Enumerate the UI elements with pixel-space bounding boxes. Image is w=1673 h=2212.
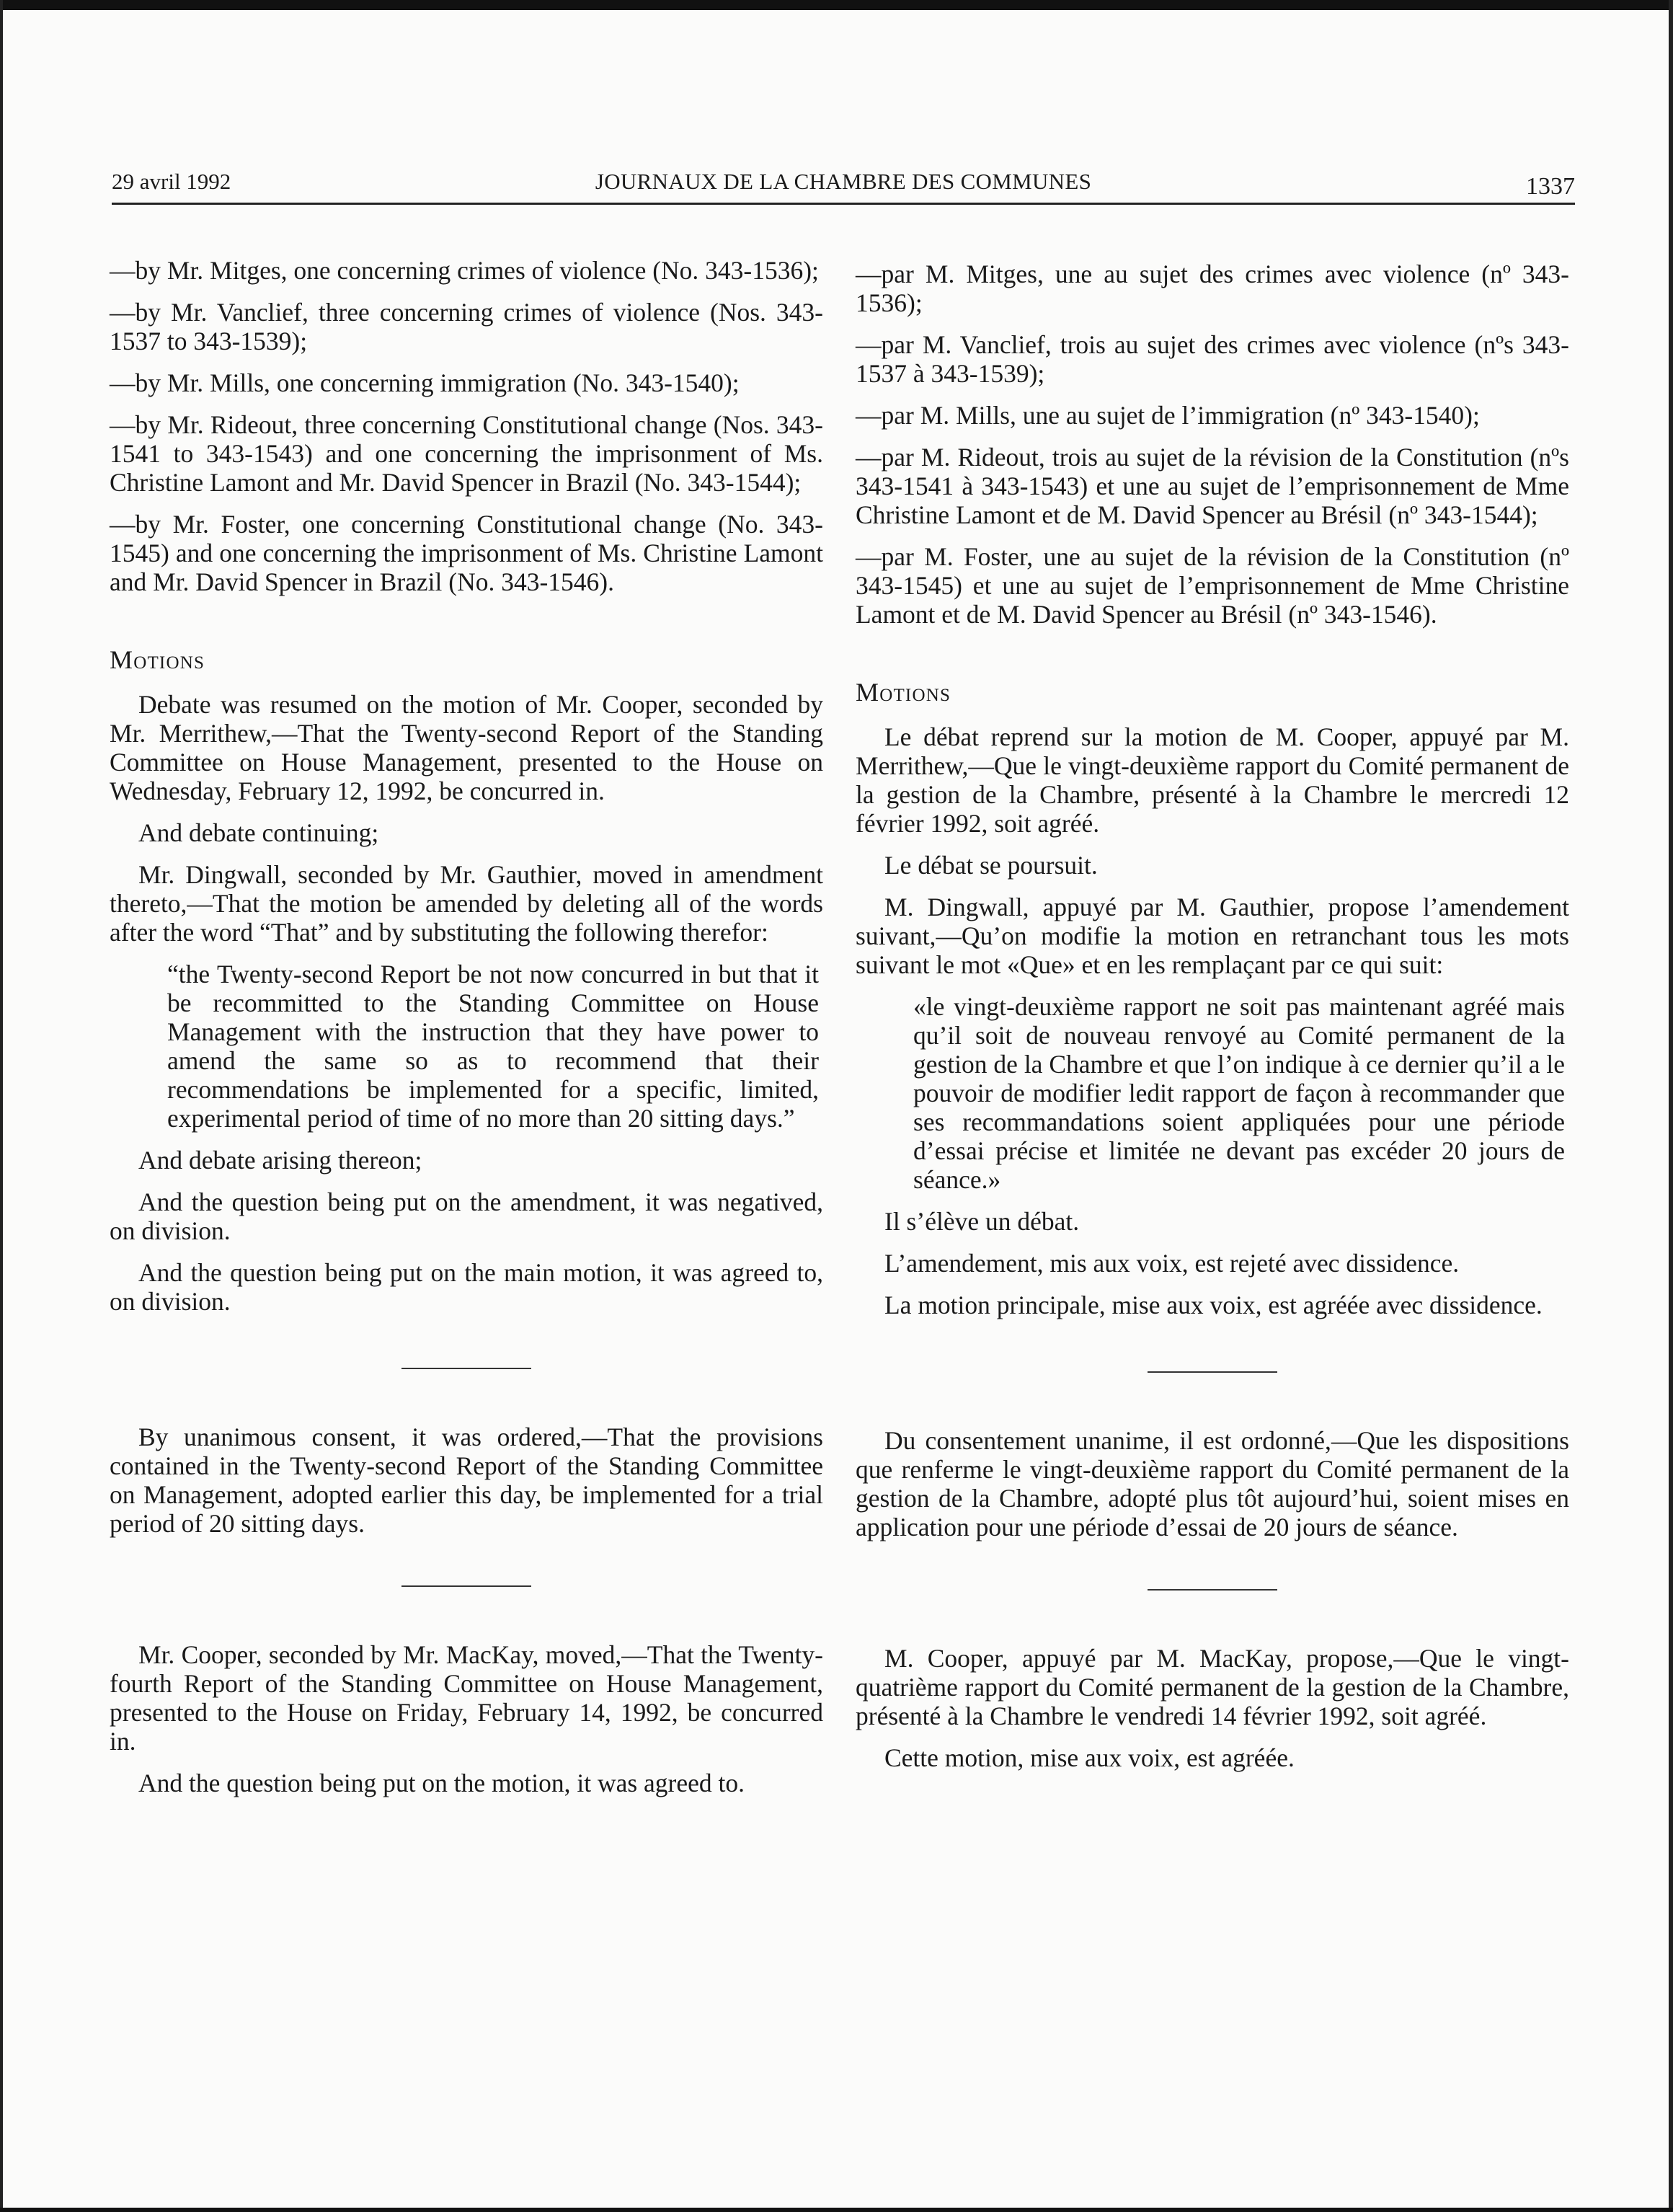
- petition-item: —par M. Mills, une au sujet de l’immigration (nº 343-1540);: [856, 401, 1480, 430]
- petition-item: —par M. Foster, une au sujet de la révision de la Constitution (nº 343-1545) et une au sujet de l’emprisonnement de Mme Christine Lamont et de M. David Spencer au Brésil (nº 343-1546).: [856, 542, 1569, 629]
- motions-heading: Motions: [856, 678, 951, 707]
- main-motion-agreed-paragraph: And the question being put on the main motion, it was agreed to, on division.: [110, 1258, 823, 1316]
- amendment-negatived-paragraph: And the question being put on the amendment, it was negatived, on division.: [110, 1187, 823, 1245]
- cooper-motion-paragraph: M. Cooper, appuyé par M. MacKay, propose,—Que le vingt-quatrième rapport du Comité permanent de la gestion de la Chambre, présenté à la Chambre le vendredi 14 février 1992, soit agréé.: [856, 1644, 1569, 1730]
- french-column: [856, 260, 1569, 1785]
- unanimous-consent-paragraph: Du consentement unanime, il est ordonné,—Que les dispositions que renferme le vingt-deuxième rapport du Comité permanent de la gestion de la Chambre, adopté plus tôt aujourd’hui, soient mises en application pour une période d’essai de 20 jours de séance.: [856, 1426, 1569, 1541]
- petition-item: —by Mr. Vanclief, three concerning crimes of violence (Nos. 343-1537 to 343-1539);: [110, 298, 823, 355]
- main-motion-agreed-paragraph: La motion principale, mise aux voix, est agréée avec dissidence.: [884, 1291, 1543, 1319]
- debate-continuing-paragraph: And debate continuing;: [138, 818, 379, 847]
- section-separator: [1148, 1371, 1277, 1373]
- petition-item: —by Mr. Mills, one concerning immigration (No. 343-1540);: [110, 368, 740, 397]
- petition-item: —par M. Vanclief, trois au sujet des crimes avec violence (nºs 343-1537 à 343-1539);: [856, 330, 1569, 388]
- petition-item: —by Mr. Rideout, three concerning Constitutional change (Nos. 343-1541 to 343-1543) and one concerning the imprisonment of Ms. Christine Lamont and Mr. David Spencer in Brazil (No. 343-1544);: [110, 410, 823, 497]
- section-separator: [401, 1585, 531, 1587]
- motions-heading: Motions: [110, 645, 205, 674]
- unanimous-consent-paragraph: By unanimous consent, it was ordered,—That the provisions contained in the Twenty-second Report of the Standing Committee on Management, adopted earlier this day, be implemented for a trial period of 20 sitting days.: [110, 1423, 823, 1538]
- debate-continuing-paragraph: Le débat se poursuit.: [884, 851, 1098, 880]
- section-separator: [1148, 1589, 1277, 1591]
- petition-item: —by Mr. Foster, one concerning Constitutional change (No. 343-1545) and one concerning the imprisonment of Ms. Christine Lamont and Mr. David Spencer in Brazil (No. 343-1546).: [110, 510, 823, 596]
- amendment-quote: «le vingt-deuxième rapport ne soit pas maintenant agréé mais qu’il soit de nouveau renvoyé au Comité permanent de la gestion de la Chambre et que l’on indique à ce dernier qu’il a le pouvoir de modifier ledit rapport de façon à recommander que ses recommandations soient appliquées pour une période d’essai précise et limitée ne devant pas excéder 20 jours de séance.»: [913, 992, 1565, 1194]
- debate-resumed-paragraph: Debate was resumed on the motion of Mr. Cooper, seconded by Mr. Merrithew,—That the Twenty-second Report of the Standing Committee on House Management, presented to the House on Wednesday, February 12, 1992, be concurred in.: [110, 690, 823, 805]
- section-separator: [401, 1368, 531, 1369]
- scan-top-edge: [0, 0, 1673, 10]
- debate-arising-paragraph: And debate arising thereon;: [138, 1146, 422, 1174]
- page-number: 1337: [1526, 173, 1575, 200]
- petition-item: —par M. Rideout, trois au sujet de la révision de la Constitution (nºs 343-1541 à 343-1543) et une au sujet de l’emprisonnement de Mme Christine Lamont et de M. David Spencer au Brésil (nº 343-1544);: [856, 443, 1569, 529]
- scan-left-edge: [0, 0, 3, 2212]
- scan-bottom-edge: [0, 2208, 1673, 2212]
- debate-arising-paragraph: Il s’élève un débat.: [884, 1207, 1080, 1236]
- amendment-moved-paragraph: M. Dingwall, appuyé par M. Gauthier, propose l’amendement suivant,—Qu’on modifie la motion en retranchant tous les mots suivant le mot «Que» et en les remplaçant par ce qui suit:: [856, 893, 1569, 979]
- petition-item: —by Mr. Mitges, one concerning crimes of violence (No. 343-1536);: [110, 256, 819, 285]
- amendment-quote: “the Twenty-second Report be not now concurred in but that it be recommitted to the Standing Committee on House Management with the instruction that they have power to amend the same so as to recommend that their recommendations be implemented for a specific, limited, experimental period of time of no more than 20 sitting days.”: [167, 960, 819, 1133]
- header-date: 29 avril 1992: [112, 169, 231, 194]
- scan-right-edge: [1669, 0, 1673, 2212]
- cooper-agreed-paragraph: And the question being put on the motion, it was agreed to.: [138, 1769, 745, 1797]
- page-header: [112, 164, 1575, 200]
- petition-item: —par M. Mitges, une au sujet des crimes avec violence (nº 343-1536);: [856, 260, 1569, 317]
- debate-resumed-paragraph: Le débat reprend sur la motion de M. Cooper, appuyé par M. Merrithew,—Que le vingt-deuxième rapport du Comité permanent de la gestion de la Chambre, présenté à la Chambre le mercredi 12 février 1992, soit agréé.: [856, 722, 1569, 838]
- header-rule: [112, 203, 1575, 205]
- header-title: JOURNAUX DE LA CHAMBRE DES COMMUNES: [595, 169, 1092, 194]
- amendment-moved-paragraph: Mr. Dingwall, seconded by Mr. Gauthier, moved in amendment thereto,—That the motion be amended by deleting all of the words after the word “That” and by substituting the following therefor:: [110, 860, 823, 947]
- amendment-negatived-paragraph: L’amendement, mis aux voix, est rejeté avec dissidence.: [884, 1249, 1460, 1278]
- cooper-agreed-paragraph: Cette motion, mise aux voix, est agréée.: [884, 1743, 1295, 1772]
- english-column: [110, 256, 823, 1810]
- cooper-motion-paragraph: Mr. Cooper, seconded by Mr. MacKay, moved,—That the Twenty-fourth Report of the Standing Committee on House Management, presented to the House on Friday, February 14, 1992, be concurred in.: [110, 1640, 823, 1756]
